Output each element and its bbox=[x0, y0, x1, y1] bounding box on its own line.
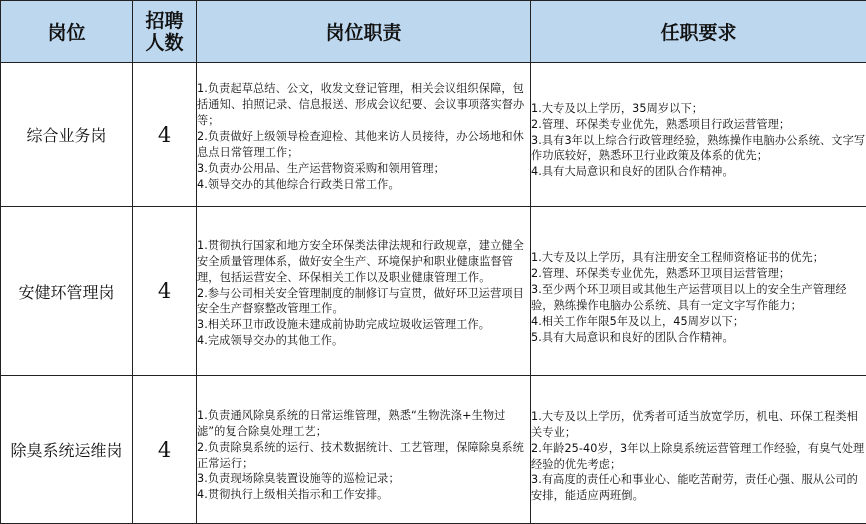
headcount: 4 bbox=[133, 207, 197, 376]
requirement-item: 1.大专及以上学历，具有注册安全工程师资格证书的优先； bbox=[531, 250, 866, 266]
requirement-item: 2.管理、环保类专业优先，熟悉环卫项目运营管理； bbox=[531, 266, 866, 282]
requirements-cell bbox=[531, 63, 866, 207]
duties-cell bbox=[197, 376, 531, 524]
headcount: 4 bbox=[133, 63, 197, 207]
header-row bbox=[1, 1, 866, 63]
header-duties: 岗位职责 bbox=[197, 1, 531, 63]
requirement-item: 3.有高度的责任心和事业心、能吃苦耐劳，责任心强、服从公司的安排，能适应两班倒。 bbox=[531, 472, 866, 504]
requirement-item: 4.具有大局意识和良好的团队合作精神。 bbox=[531, 164, 866, 180]
duty-item: 4.贯彻执行上级相关指示和工作安排。 bbox=[197, 487, 530, 503]
position-name: 除臭系统运维岗 bbox=[1, 376, 133, 524]
requirement-item: 3.至少两个环卫项目或其他生产运营项目以上的安全生产管理经验，熟练操作电脑办公系统、具有一定文字写作能力； bbox=[531, 282, 866, 314]
requirement-item: 1.大专及以上学历，优秀者可适当放宽学历，机电、环保工程类相关专业； bbox=[531, 409, 866, 441]
requirement-item: 3.具有3年以上综合行政管理经验，熟练操作电脑办公系统、文字写作功底较好，熟悉环卫行业政策及体系的优先； bbox=[531, 133, 866, 165]
headcount: 4 bbox=[133, 376, 197, 524]
duty-item: 2.负责做好上级领导检查迎检、其他来访人员接待，办公场地和休息点日常管理工作； bbox=[197, 129, 530, 161]
duty-item: 3.负责现场除臭装置设施等的巡检记录； bbox=[197, 471, 530, 487]
header-requirements: 任职要求 bbox=[531, 1, 866, 63]
duty-item: 2.参与公司相关安全管理制度的制修订与宣贯，做好环卫运营项目安全生产督察整改管理工作。 bbox=[197, 286, 530, 318]
duties-cell bbox=[197, 63, 531, 207]
requirements-cell bbox=[531, 207, 866, 376]
table-row bbox=[1, 63, 866, 207]
header-count bbox=[133, 1, 197, 63]
requirements-cell bbox=[531, 376, 866, 524]
requirement-item: 1.大专及以上学历，35周岁以下； bbox=[531, 101, 866, 117]
duty-item: 4.完成领导交办的其他工作。 bbox=[197, 333, 530, 349]
header-count-line2: 人数 bbox=[133, 32, 196, 54]
duty-item: 1.负责通风除臭系统的日常运维管理，熟悉“生物洗涤+生物过滤”的复合除臭处理工艺； bbox=[197, 408, 530, 440]
position-name: 综合业务岗 bbox=[1, 63, 133, 207]
header-position: 岗位 bbox=[1, 1, 133, 63]
position-name: 安健环管理岗 bbox=[1, 207, 133, 376]
requirement-item: 5.具有大局意识和良好的团队合作精神。 bbox=[531, 330, 866, 346]
duty-item: 1.负责起草总结、公文，收发文登记管理，相关会议组织保障，包括通知、拍照记录、信息报送、形成会议纪要、会议事项落实督办等； bbox=[197, 81, 530, 129]
duty-item: 1.贯彻执行国家和地方安全环保类法律法规和行政规章，建立健全安全质量管理体系，做好安全生产、环境保护和职业健康监督管理，包括运营安全、环保相关工作以及职业健康管理工作。 bbox=[197, 238, 530, 286]
duty-item: 2.负责除臭系统的运行、技术数据统计、工艺管理，保障除臭系统正常运行； bbox=[197, 440, 530, 472]
duty-item: 4.领导交办的其他综合行政类日常工作。 bbox=[197, 177, 530, 193]
duty-item: 3.负责办公用品、生产运营物资采购和领用管理； bbox=[197, 161, 530, 177]
table-row bbox=[1, 376, 866, 524]
header-count-line1: 招聘 bbox=[133, 10, 196, 32]
table-row bbox=[1, 207, 866, 376]
requirement-item: 2.年龄25-40岁，3年以上除臭系统运营管理工作经验，有臭气处理经验的优先考虑； bbox=[531, 441, 866, 473]
duties-cell bbox=[197, 207, 531, 376]
requirement-item: 4.相关工作年限5年及以上，45周岁以下； bbox=[531, 314, 866, 330]
requirement-item: 2.管理、环保类专业优先，熟悉项目行政运营管理； bbox=[531, 117, 866, 133]
duty-item: 3.相关环卫市政设施未建成前协助完成垃圾收运管理工作。 bbox=[197, 317, 530, 333]
